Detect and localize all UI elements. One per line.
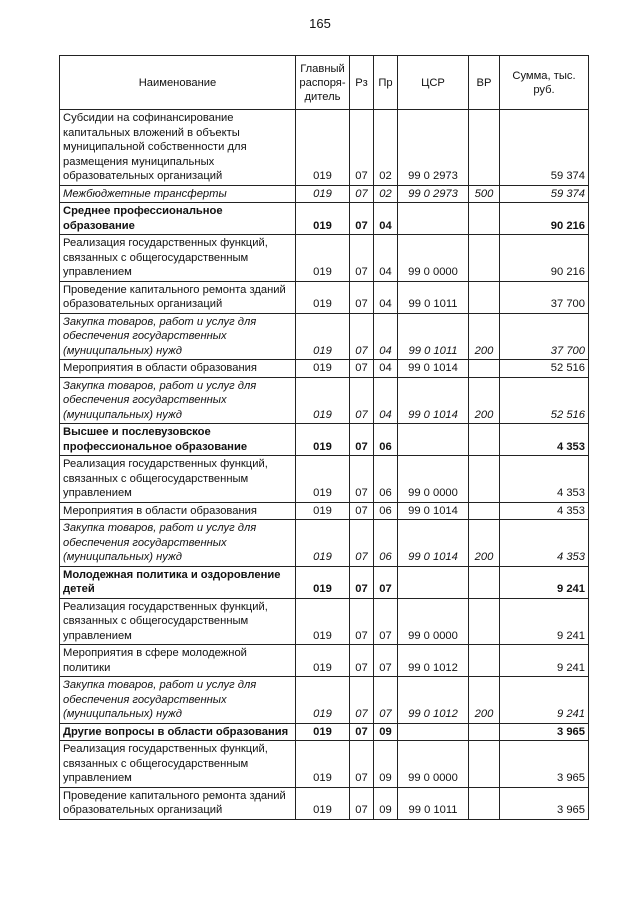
cell-sum: 90 216 [500, 203, 589, 235]
cell-sum: 4 353 [500, 520, 589, 567]
cell-admin: 019 [296, 677, 350, 724]
cell-vr [469, 723, 500, 741]
cell-csr: 99 0 1011 [398, 787, 469, 819]
cell-rz: 07 [350, 723, 374, 741]
cell-rz: 07 [350, 313, 374, 360]
cell-vr [469, 360, 500, 378]
cell-name: Реализация государственных функций, связанных с общегосударственным управлением [60, 456, 296, 503]
cell-pr: 04 [374, 377, 398, 424]
cell-admin: 019 [296, 741, 350, 788]
cell-rz: 07 [350, 520, 374, 567]
cell-vr [469, 645, 500, 677]
cell-sum: 4 353 [500, 424, 589, 456]
table-row [60, 456, 589, 503]
table-row [60, 185, 589, 203]
page-number: 165 [309, 16, 331, 31]
cell-name: Проведение капитального ремонта зданий образовательных организаций [60, 787, 296, 819]
cell-csr [398, 566, 469, 598]
cell-admin: 019 [296, 645, 350, 677]
header-csr: ЦСР [398, 56, 469, 110]
cell-rz: 07 [350, 235, 374, 282]
cell-admin: 019 [296, 377, 350, 424]
header-row [60, 56, 589, 110]
cell-rz: 07 [350, 360, 374, 378]
cell-csr [398, 424, 469, 456]
cell-name: Субсидии на софинансирование капитальных вложений в объекты муниципальной собственности для размещения муниципальных образовательных организаций [60, 110, 296, 186]
cell-rz: 07 [350, 456, 374, 503]
cell-pr: 04 [374, 281, 398, 313]
cell-pr: 04 [374, 360, 398, 378]
cell-name: Другие вопросы в области образования [60, 723, 296, 741]
cell-vr: 200 [469, 313, 500, 360]
cell-sum: 9 241 [500, 598, 589, 645]
cell-admin: 019 [296, 723, 350, 741]
cell-csr: 99 0 1011 [398, 281, 469, 313]
cell-pr: 04 [374, 235, 398, 282]
cell-sum: 37 700 [500, 313, 589, 360]
table-row [60, 203, 589, 235]
table-row [60, 424, 589, 456]
header-admin: Главный распоря-дитель [296, 56, 350, 110]
cell-name: Проведение капитального ремонта зданий образовательных организаций [60, 281, 296, 313]
table-row [60, 723, 589, 741]
cell-name: Высшее и послевузовское профессиональное образование [60, 424, 296, 456]
header-name: Наименование [60, 56, 296, 110]
cell-vr [469, 203, 500, 235]
cell-csr: 99 0 1014 [398, 502, 469, 520]
header-vr: ВР [469, 56, 500, 110]
cell-admin: 019 [296, 456, 350, 503]
table-row [60, 110, 589, 186]
cell-sum: 52 516 [500, 377, 589, 424]
cell-csr: 99 0 1012 [398, 645, 469, 677]
cell-pr: 02 [374, 110, 398, 186]
cell-csr: 99 0 1014 [398, 360, 469, 378]
cell-rz: 07 [350, 741, 374, 788]
cell-vr: 200 [469, 377, 500, 424]
cell-pr: 07 [374, 598, 398, 645]
cell-sum: 90 216 [500, 235, 589, 282]
cell-rz: 07 [350, 110, 374, 186]
cell-admin: 019 [296, 235, 350, 282]
cell-pr: 09 [374, 723, 398, 741]
cell-rz: 07 [350, 281, 374, 313]
cell-pr: 06 [374, 456, 398, 503]
cell-pr: 07 [374, 677, 398, 724]
cell-sum: 9 241 [500, 645, 589, 677]
header-pr: Пр [374, 56, 398, 110]
cell-sum: 3 965 [500, 787, 589, 819]
cell-name: Молодежная политика и оздоровление детей [60, 566, 296, 598]
cell-admin: 019 [296, 566, 350, 598]
cell-vr [469, 741, 500, 788]
cell-rz: 07 [350, 566, 374, 598]
cell-sum: 37 700 [500, 281, 589, 313]
cell-rz: 07 [350, 677, 374, 724]
cell-csr: 99 0 0000 [398, 235, 469, 282]
cell-pr: 09 [374, 741, 398, 788]
cell-pr: 07 [374, 566, 398, 598]
cell-sum: 59 374 [500, 185, 589, 203]
cell-csr: 99 0 0000 [398, 741, 469, 788]
cell-admin: 019 [296, 360, 350, 378]
cell-rz: 07 [350, 502, 374, 520]
cell-admin: 019 [296, 185, 350, 203]
table-row [60, 787, 589, 819]
table-row [60, 598, 589, 645]
cell-pr: 06 [374, 502, 398, 520]
cell-name: Реализация государственных функций, связанных с общегосударственным управлением [60, 235, 296, 282]
table-row [60, 741, 589, 788]
cell-name: Мероприятия в сфере молодежной политики [60, 645, 296, 677]
cell-rz: 07 [350, 598, 374, 645]
cell-vr [469, 456, 500, 503]
header-rz: Рз [350, 56, 374, 110]
cell-vr [469, 110, 500, 186]
table-row [60, 281, 589, 313]
cell-vr: 200 [469, 677, 500, 724]
table-row [60, 235, 589, 282]
cell-rz: 07 [350, 424, 374, 456]
cell-admin: 019 [296, 520, 350, 567]
cell-name: Среднее профессиональное образование [60, 203, 296, 235]
cell-rz: 07 [350, 787, 374, 819]
budget-table [59, 55, 589, 820]
cell-rz: 07 [350, 203, 374, 235]
cell-name: Мероприятия в области образования [60, 360, 296, 378]
cell-rz: 07 [350, 377, 374, 424]
cell-csr: 99 0 1012 [398, 677, 469, 724]
header-sum: Сумма, тыс. руб. [500, 56, 589, 110]
cell-csr: 99 0 2973 [398, 110, 469, 186]
cell-admin: 019 [296, 787, 350, 819]
cell-csr [398, 203, 469, 235]
cell-admin: 019 [296, 281, 350, 313]
cell-sum: 9 241 [500, 677, 589, 724]
cell-vr: 200 [469, 520, 500, 567]
cell-csr [398, 723, 469, 741]
cell-csr: 99 0 0000 [398, 598, 469, 645]
cell-csr: 99 0 1011 [398, 313, 469, 360]
cell-pr: 06 [374, 424, 398, 456]
cell-name: Межбюджетные трансферты [60, 185, 296, 203]
cell-pr: 02 [374, 185, 398, 203]
table-body [60, 110, 589, 820]
table-row [60, 313, 589, 360]
cell-pr: 09 [374, 787, 398, 819]
cell-admin: 019 [296, 424, 350, 456]
table-row [60, 520, 589, 567]
cell-admin: 019 [296, 110, 350, 186]
cell-admin: 019 [296, 502, 350, 520]
cell-csr: 99 0 1014 [398, 377, 469, 424]
cell-rz: 07 [350, 185, 374, 203]
cell-pr: 07 [374, 645, 398, 677]
cell-name: Закупка товаров, работ и услуг для обеспечения государственных (муниципальных) нужд [60, 520, 296, 567]
cell-csr: 99 0 0000 [398, 456, 469, 503]
cell-name: Закупка товаров, работ и услуг для обеспечения государственных (муниципальных) нужд [60, 377, 296, 424]
cell-rz: 07 [350, 645, 374, 677]
cell-admin: 019 [296, 313, 350, 360]
table-row [60, 502, 589, 520]
cell-name: Мероприятия в области образования [60, 502, 296, 520]
cell-admin: 019 [296, 598, 350, 645]
cell-vr [469, 787, 500, 819]
cell-vr [469, 566, 500, 598]
cell-vr [469, 424, 500, 456]
table-row [60, 645, 589, 677]
cell-vr: 500 [469, 185, 500, 203]
cell-sum: 4 353 [500, 502, 589, 520]
cell-sum: 9 241 [500, 566, 589, 598]
cell-name: Закупка товаров, работ и услуг для обеспечения государственных (муниципальных) нужд [60, 677, 296, 724]
cell-sum: 59 374 [500, 110, 589, 186]
cell-sum: 3 965 [500, 741, 589, 788]
cell-name: Реализация государственных функций, связанных с общегосударственным управлением [60, 598, 296, 645]
table-row [60, 677, 589, 724]
cell-sum: 52 516 [500, 360, 589, 378]
cell-vr [469, 502, 500, 520]
cell-vr [469, 598, 500, 645]
cell-pr: 06 [374, 520, 398, 567]
cell-csr: 99 0 1014 [398, 520, 469, 567]
cell-vr [469, 281, 500, 313]
cell-vr [469, 235, 500, 282]
cell-admin: 019 [296, 203, 350, 235]
cell-sum: 4 353 [500, 456, 589, 503]
cell-csr: 99 0 2973 [398, 185, 469, 203]
table-row [60, 566, 589, 598]
cell-pr: 04 [374, 203, 398, 235]
cell-name: Реализация государственных функций, связанных с общегосударственным управлением [60, 741, 296, 788]
table-row [60, 377, 589, 424]
cell-sum: 3 965 [500, 723, 589, 741]
cell-name: Закупка товаров, работ и услуг для обеспечения государственных (муниципальных) нужд [60, 313, 296, 360]
table-row [60, 360, 589, 378]
cell-pr: 04 [374, 313, 398, 360]
